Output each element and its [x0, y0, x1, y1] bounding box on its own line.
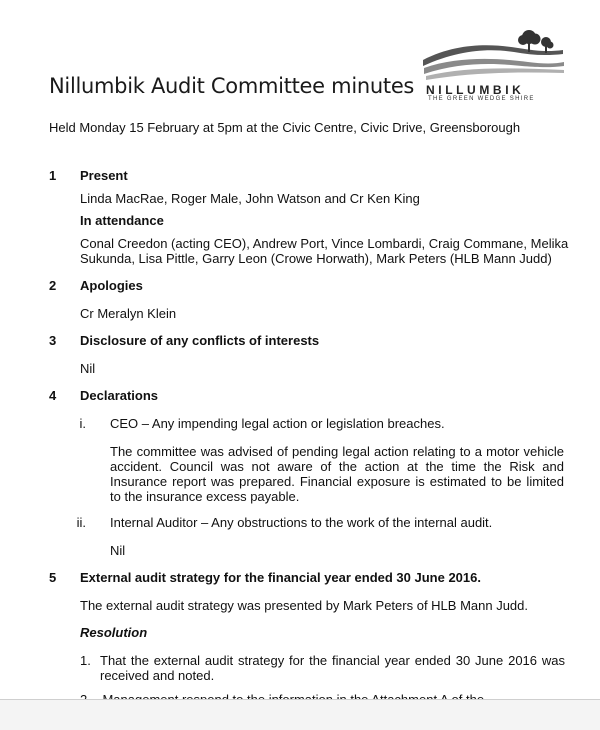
page-bottom-area: [0, 700, 600, 730]
item-ii-detail: Nil: [110, 543, 126, 558]
section-5-number: 5: [49, 570, 57, 585]
logo-wordmark: NILLUMBIK: [426, 83, 525, 97]
resolution-heading: Resolution: [80, 625, 148, 640]
apologies-text: Cr Meralyn Klein: [80, 306, 177, 321]
document-title: Nillumbik Audit Committee minutes: [49, 74, 415, 98]
attendance-line-1: Conal Creedon (acting CEO), Andrew Port, Vince Lombardi, Craig Commane, Melika: [80, 236, 569, 251]
section-3-heading: Disclosure of any conflicts of interests: [80, 333, 320, 348]
item-ii-marker: ii.: [76, 515, 86, 530]
item-i-detail: The committee was advised of pending legal action relating to a motor vehicle accident. Council was not aware of the action at the time the Risk and Insurance report was prepared. Financial exposure is estimated to be limited to the insurance excess payable.: [110, 444, 564, 504]
section-1-number: 1: [49, 168, 57, 183]
section-5-heading: External audit strategy for the financial year ended 30 June 2016.: [80, 570, 481, 585]
item-i-text: CEO – Any impending legal action or legislation breaches.: [110, 416, 445, 431]
attendance-heading: In attendance: [80, 213, 164, 228]
item-ii-text: Internal Auditor – Any obstructions to the work of the internal audit.: [110, 515, 493, 530]
section-2-heading: Apologies: [80, 278, 143, 293]
resolution-item-1: That the external audit strategy for the financial year ended 30 June 2016 was received and noted.: [100, 653, 565, 683]
section-2-number: 2: [49, 278, 57, 293]
audit-strategy-text: The external audit strategy was presented by Mark Peters of HLB Mann Judd.: [80, 598, 529, 613]
item-i-marker: i.: [79, 416, 86, 431]
logo-tagline: THE GREEN WEDGE SHIRE: [428, 96, 535, 102]
conflicts-text: Nil: [80, 361, 96, 376]
section-4-heading: Declarations: [80, 388, 159, 403]
section-3-number: 3: [49, 333, 57, 348]
meeting-details: Held Monday 15 February at 5pm at the Civic Centre, Civic Drive, Greensborough: [49, 120, 521, 135]
attendance-line-2: Sukunda, Lisa Pittle, Garry Leon (Crowe Horwath), Mark Peters (HLB Mann Judd): [80, 251, 552, 266]
section-4-number: 4: [49, 388, 57, 403]
section-1-heading: Present: [80, 168, 128, 183]
resolution-item-1-marker: 1.: [80, 653, 91, 668]
present-members: Linda MacRae, Roger Male, John Watson and Cr Ken King: [80, 191, 420, 206]
